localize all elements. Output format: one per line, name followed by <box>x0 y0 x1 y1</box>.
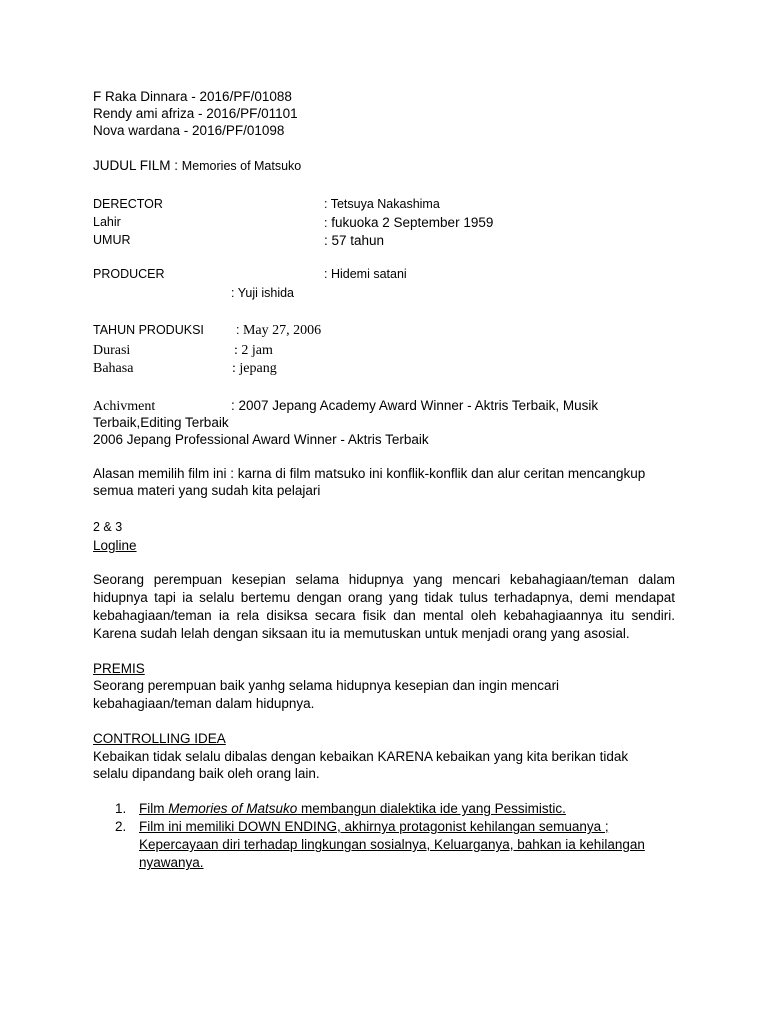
duration-label: Durasi <box>93 343 131 358</box>
age-line <box>93 232 385 249</box>
producer-value-2: : Yuji ishida <box>231 286 295 300</box>
list-number-1: 1. <box>115 801 127 816</box>
list-item-2-line-2: Kepercayaan diri terhadap lingkungan sosialnya, Keluarganya, bahkan ia kehilangan <box>139 837 645 852</box>
reason-line-2: semua materi yang sudah kita pelajari <box>93 483 321 498</box>
achievement-label: Achivment <box>93 399 156 414</box>
list-item-1-post: membangun dialektika ide yang Pessimistic. <box>297 801 566 816</box>
production-year-value-wrap <box>236 322 321 339</box>
list-item-2-line-1: Film ini memiliki DOWN ENDING, akhirnya protagonist kehilangan semuanya ; <box>139 819 609 834</box>
premis-line-1: Seorang perempuan baik yanhg selama hidupnya kesepian dan ingin mencari <box>93 678 560 693</box>
achievement-line-2: Terbaik,Editing Terbaik <box>93 415 229 430</box>
controlling-idea-line-1: Kebaikan tidak selalu dibalas dengan kebaikan KARENA kebaikan yang kita berikan tidak <box>93 749 629 764</box>
director-value: : Tetsuya Nakashima <box>324 197 440 211</box>
achievement-line-1 <box>93 397 599 415</box>
list-number-2: 2. <box>115 819 127 834</box>
author-line-1: F Raka Dinnara - 2016/PF/01088 <box>93 89 292 104</box>
list-item-1 <box>139 800 679 818</box>
age-label: UMUR <box>93 233 131 247</box>
language-line <box>93 360 277 377</box>
age-value: : 57 tahun <box>324 233 385 248</box>
production-year-label: TAHUN PRODUKSI <box>93 323 204 337</box>
born-value: fukuoka 2 September 1959 <box>327 215 494 230</box>
controlling-idea-line-2: selalu dipandang baik oleh orang lain. <box>93 766 320 781</box>
producer-label: PRODUCER <box>93 267 165 281</box>
born-line <box>93 214 494 231</box>
reason-line-1: Alasan memilih film ini : karna di film matsuko ini konflik-konflik dan alur ceritan mencangkup <box>93 466 646 481</box>
premis-line-2: kebahagiaan/teman dalam hidupnya. <box>93 696 315 711</box>
film-title-value: Memories of Matsuko <box>181 159 302 173</box>
production-year-value: May 27, 2006 <box>239 323 322 338</box>
logline-text: Seorang perempuan kesepian selama hidupnya yang mencari kebahagiaan/teman dalam hidupnya tapi ia selalu bertemu dengan orang yang tidak tulus terhadapnya, demi mendapat kebahagiaan/teman ia rela disiksa secara fisik dan mental oleh kebahagiaannya itu sendiri. Karena sudah lelah dengan siksaan itu ia memutuskan untuk menjadi orang yang asosial. <box>93 572 675 641</box>
producer-value-1: : Hidemi satani <box>324 267 407 281</box>
achievement-line-3: 2006 Jepang Professional Award Winner - Aktris Terbaik <box>93 432 429 447</box>
author-line-3: Nova wardana - 2016/PF/01098 <box>93 123 285 138</box>
language-value: : jepang <box>232 361 277 376</box>
author-line-2: Rendy ami afriza - 2016/PF/01101 <box>93 106 298 121</box>
language-label: Bahasa <box>93 361 134 376</box>
born-value-wrap <box>324 214 493 232</box>
film-title-line <box>93 157 301 175</box>
producer-line <box>93 266 407 283</box>
duration-value: : 2 jam <box>234 343 273 358</box>
director-line <box>93 196 440 213</box>
born-label: Lahir <box>93 215 121 229</box>
film-title-label: JUDUL FILM : <box>93 158 179 173</box>
controlling-idea-heading: CONTROLLING IDEA <box>93 731 226 746</box>
duration-line <box>93 342 273 359</box>
production-year-colon: : <box>236 323 240 337</box>
section-number: 2 & 3 <box>93 520 123 534</box>
list-item-1-italic: Memories of Matsuko <box>168 801 298 816</box>
production-year-line <box>93 322 322 339</box>
achievement-value-1: : 2007 Jepang Academy Award Winner - Aktris Terbaik, Musik <box>231 398 599 413</box>
director-label: DERECTOR <box>93 197 163 211</box>
born-colon: : <box>324 216 328 230</box>
logline-heading: Logline <box>93 538 137 553</box>
premis-heading: PREMIS <box>93 661 145 676</box>
list-item-1-pre: Film <box>139 801 169 816</box>
list-item-2-line-3: nyawanya. <box>139 855 204 870</box>
